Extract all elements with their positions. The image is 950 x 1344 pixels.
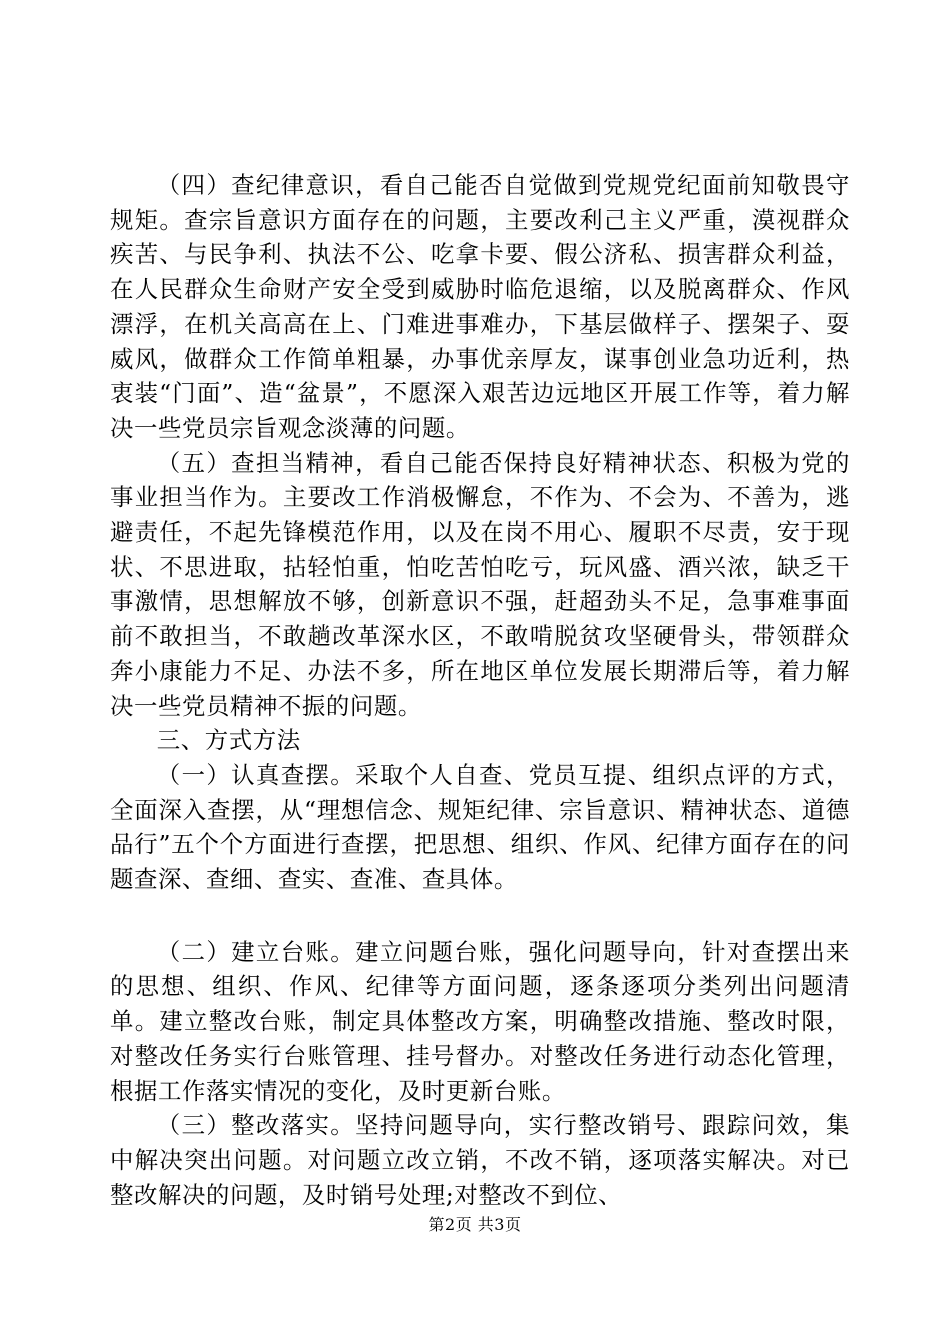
page-footer: 第2页 共3页 [428, 1215, 522, 1234]
paragraph-section-4: （四）查纪律意识，看自己能否自觉做到党规党纪面前知敬畏守规矩。查宗旨意识方面存在的问题，主要改利己主义严重，漠视群众疾苦、与民争利、执法不公、吃拿卡要、假公济私、损害群众利益，在人民群众生命财产安全受到威胁时临危退缩，以及脱离群众、作风漂浮，在机关高高在上、门难进事难办，下基层做样子、摆架子、耍威风，做群众工作简单粗暴，办事优亲厚友，谋事创业急功近利，热衷装“门面”、造“盆景”，不愿深入艰苦边远地区开展工作等，着力解决一些党员宗旨观念淡薄的问题。 [110, 171, 850, 442]
paragraph-section-5: （五）查担当精神，看自己能否保持良好精神状态、积极为党的事业担当作为。主要改工作消极懈怠，不作为、不会为、不善为，逃避责任，不起先锋模范作用，以及在岗不用心、履职不尽责，安于现状、不思进取，拈轻怕重，怕吃苦怕吃亏，玩风盛、酒兴浓，缺乏干事激情，思想解放不够，创新意识不强，赶超劲头不足，急事难事面前不敢担当，不敢趟改革深水区，不敢啃脱贫攻坚硬骨头，带领群众奔小康能力不足、办法不多，所在地区单位发展长期滞后等，着力解决一些党员精神不振的问题。 [110, 448, 850, 720]
paragraph-method-1: （一）认真查摆。采取个人自查、党员互提、组织点评的方式，全面深入查摆，从“理想信念、规矩纪律、宗旨意识、精神状态、道德品行”五个个方面进行查摆，把思想、组织、作风、纪律方面存在的问题查深、查细、查实、查准、查具体。 [110, 760, 850, 894]
paragraph-method-2: （二）建立台账。建立问题台账，强化问题导向，针对查摆出来的思想、组织、作风、纪律等方面问题，逐条逐项分类列出问题清单。建立整改台账，制定具体整改方案，明确整改措施、整改时限，对整改任务实行台账管理、挂号督办。对整改任务进行动态化管理，根据工作落实情况的变化，及时更新台账。 [110, 937, 850, 1105]
section-heading-methods: 三、方式方法 [156, 726, 301, 755]
paragraph-method-3: （三）整改落实。坚持问题导向，实行整改销号、跟踪问效，集中解决突出问题。对问题立改立销，不改不销，逐项落实解决。对已整改解决的问题，及时销号处理;对整改不到位、 [110, 1111, 850, 1209]
document-body [110, 168, 850, 1212]
